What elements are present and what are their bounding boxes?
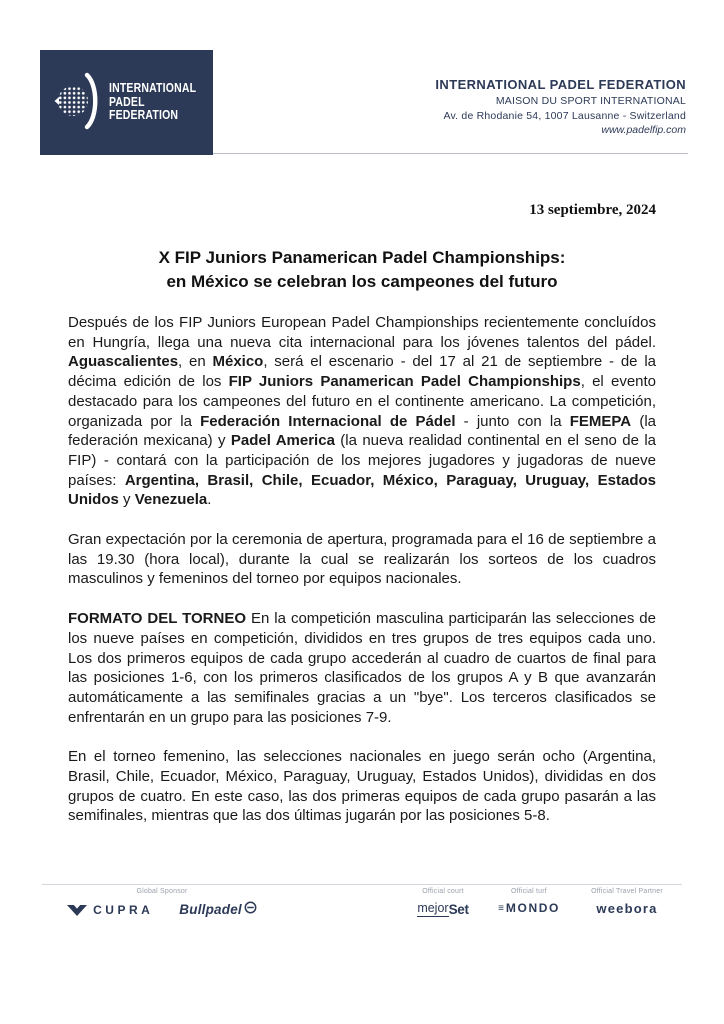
paragraph: Después de los FIP Juniors European Padel Championships recientemente concluídos en Hungría, llega una nueva cita internacional para los jóvenes talentos del pádel. Aguascalientes, en México, será el escenario - del 17 al 21 de septiembre - de la décima edición de los FIP Juniors Panamerican Padel Championships, el evento destacado para los campeones del futuro en el continente americano. La competición, organizada por la Federación Internacional de Pádel - junto con la FEMEPA (la federación mexicana) y Padel America (la nueva realidad continental en el seno de la FIP) - contará con la participación de los mejores jugadores y jugadoras de nueve países: Argentina, Brasil, Chile, Ecuador, México, Paraguay, Uruguay, Estados Unidos y Venezuela. (68, 314, 657, 509)
address-line-1: MAISON DU SPORT INTERNATIONAL (495, 95, 686, 107)
paragraph: FORMATO DEL TORNEO En la competición masculina participarán las selecciones de los nueve países en competición, divididos en tres grupos de tres equipos cada uno. Los dos primeros equipos de cada grupo accederán al cuadro de cuartos de final para las posiciones 1-6, con los primeros clasificados de los grupos A y B que avanzarán automáticamente a las semifinales gracias a un "bye". Los terceros clasificados se enfrentarán en un grupo para las posiciones 7-9. (68, 610, 656, 726)
bullpadel-wordmark: Bullpadel (179, 902, 242, 917)
document-date: 13 septiembre, 2024 (529, 202, 656, 218)
title-line-1: X FIP Juniors Panamerican Padel Championships: (158, 248, 566, 267)
website-link[interactable]: www.padelfip.com (601, 124, 686, 136)
mondo-wordmark: MONDO (505, 901, 560, 915)
mejorset-wordmark-part1: mejor (417, 901, 449, 915)
address-line-2: Av. de Rhodanie 54, 1007 Lausanne - Switzerland (443, 109, 686, 122)
cupra-wordmark: CUPRA (93, 903, 154, 917)
mondo-mark-icon: ≡ (498, 902, 504, 914)
weebora-logo (586, 901, 668, 916)
document-title (40, 246, 684, 294)
document-body (68, 313, 656, 846)
logo-line-2: PADEL (109, 94, 145, 109)
official-turf-label: Official turf (511, 888, 547, 895)
cupra-logo (67, 903, 153, 917)
paragraph: En el torneo femenino, las selecciones nacionales en juego serán ocho (Argentina, Brasil, Chile, Ecuador, México, Paraguay, Uruguay, Estados Unidos), divididas en dos grupos de cuatro. En este caso, las dos primeras equipos de cada grupo pasarán a las semifinales, mientras que las dos últimas jugarán por las posiciones 5-8. (68, 748, 656, 825)
weebora-wordmark: weebora (596, 901, 658, 916)
title-line-2: en México se celebran los campeones del futuro (166, 272, 558, 291)
sponsor-group-turf (494, 888, 564, 915)
letterhead-contact-block (435, 76, 686, 138)
org-name: INTERNATIONAL PADEL FEDERATION (435, 77, 686, 92)
bullpadel-racket-icon (244, 901, 257, 918)
ipf-logo (40, 50, 213, 155)
paragraph: Gran expectación por la ceremonia de apertura, programada para el 16 de septiembre a las 19.30 (hora local), durante la cual se realizarán los sorteos de los cuadros masculinos y femeninos del torneo por equipos nacionales. (68, 531, 656, 588)
travel-partner-label: Official Travel Partner (591, 888, 663, 895)
header-divider (213, 153, 688, 154)
ipf-dotted-ball-icon (54, 64, 102, 141)
logo-line-1: INTERNATIONAL (109, 81, 197, 96)
sponsor-group-global (58, 888, 266, 919)
bullpadel-logo (179, 901, 257, 919)
mondo-logo (494, 901, 564, 915)
ipf-logo-text (109, 82, 196, 123)
global-sponsor-label: Global Sponsor (136, 888, 188, 895)
sponsor-group-court (408, 888, 478, 917)
mejorset-logo (408, 901, 478, 917)
cupra-bull-icon (67, 904, 87, 917)
mejorset-wordmark-part2: Set (448, 901, 469, 917)
sponsor-group-travel (586, 888, 668, 916)
logo-line-3: FEDERATION (109, 108, 179, 123)
official-court-label: Official court (422, 888, 464, 895)
footer-divider (42, 884, 682, 885)
